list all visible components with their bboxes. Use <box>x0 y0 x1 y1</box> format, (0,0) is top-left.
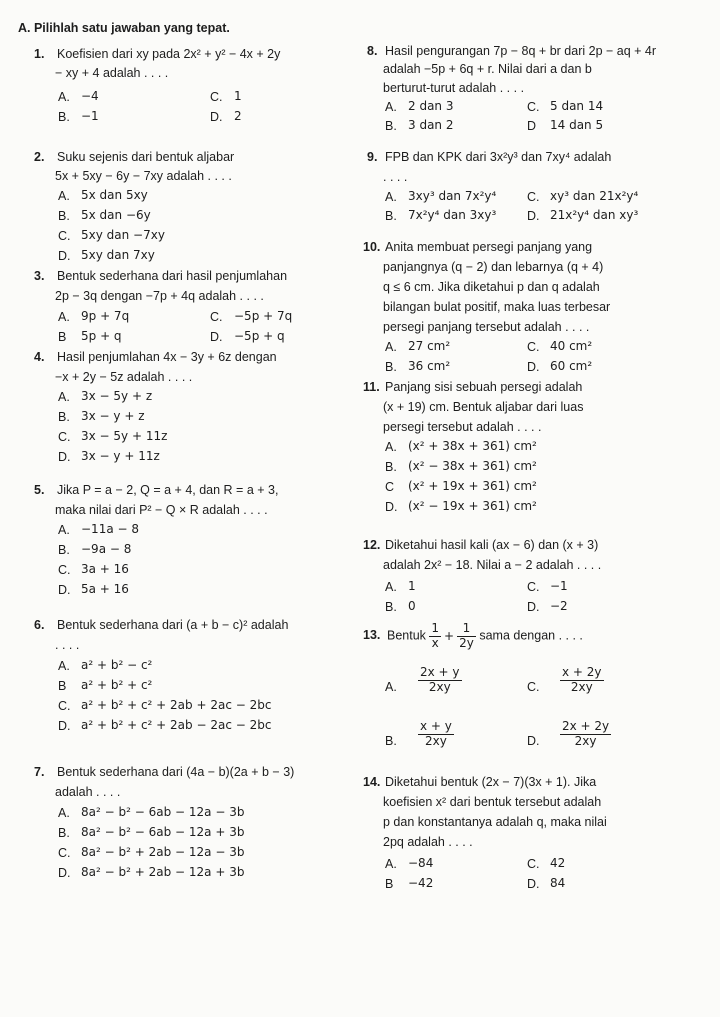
option-b-numerator: x + y <box>420 719 452 733</box>
question-13-option-b-key[interactable]: B. <box>385 734 397 748</box>
question-9-number: 9. <box>367 150 378 164</box>
question-7-option-b-text[interactable]: 8a² − b² − 6ab − 12a + 3b <box>81 825 245 839</box>
question-14-option-c-text[interactable]: 42 <box>550 856 566 870</box>
fraction-operator: + <box>444 628 455 643</box>
question-7-option-d-text[interactable]: 8a² − b² + 2ab − 12a + 3b <box>81 865 245 879</box>
question-10-option-c-text[interactable]: 40 cm² <box>550 339 593 353</box>
question-7-option-d-key[interactable]: D. <box>58 866 71 880</box>
question-11-stem-line: Panjang sisi sebuah persegi adalah <box>385 380 583 394</box>
question-3-option-a-text[interactable]: 9p + 7q <box>81 309 130 323</box>
question-3-option-d-key[interactable]: D. <box>210 330 223 344</box>
question-8-stem-line: adalah −5p + 6q + r. Nilai dari a dan b <box>383 62 592 76</box>
question-6-option-d-text[interactable]: a² + b² + c² + 2ab − 2ac − 2bc <box>81 718 272 732</box>
question-4-option-b-text[interactable]: 3x − y + z <box>81 409 145 423</box>
question-14-stem-line: p dan konstantanya adalah q, maka nilai <box>383 815 607 829</box>
question-7-stem-line: Bentuk sederhana dari (4a − b)(2a + b − 3) <box>57 765 295 779</box>
question-8-option-b-text[interactable]: 3 dan 2 <box>408 118 454 132</box>
question-13-fraction-a <box>429 622 441 651</box>
option-b-denominator: 2xy <box>425 733 447 748</box>
question-2-option-b-key[interactable]: B. <box>58 209 70 223</box>
option-c-numerator: x + 2y <box>562 665 602 679</box>
option-a-numerator: 2x + y <box>420 665 460 679</box>
question-2-stem-line: Suku sejenis dari bentuk aljabar <box>57 150 235 164</box>
question-5-option-b-text[interactable]: −9a − 8 <box>81 542 132 556</box>
question-8-option-d-key[interactable]: D <box>527 119 537 133</box>
question-9-option-a-text[interactable]: 3xy³ dan 7x²y⁴ <box>408 189 497 203</box>
question-9-option-a-key[interactable]: A. <box>385 190 397 204</box>
question-13-option-c-key[interactable]: C. <box>527 680 540 694</box>
question-5-number: 5. <box>34 483 45 497</box>
option-d-denominator: 2xy <box>574 733 597 748</box>
question-14-stem-line: 2pq adalah . . . . <box>383 835 473 849</box>
question-13-option-b-fraction[interactable] <box>418 720 454 749</box>
question-11-number: 11. <box>363 380 380 394</box>
question-4-option-a-text[interactable]: 3x − 5y + z <box>81 389 153 403</box>
question-10-option-a-text[interactable]: 27 cm² <box>408 339 451 353</box>
question-2-option-d-key[interactable]: D. <box>58 249 71 263</box>
question-14-option-a-text[interactable]: −84 <box>408 856 434 870</box>
question-4-option-b-key[interactable]: B. <box>58 410 70 424</box>
question-11-option-b-key[interactable]: B. <box>385 460 397 474</box>
question-7-stem-line: adalah . . . . <box>55 785 121 799</box>
question-12-option-d-text[interactable]: −2 <box>550 599 568 613</box>
question-9-option-b-key[interactable]: B. <box>385 209 397 223</box>
fraction-a-numerator: 1 <box>431 621 440 635</box>
question-10-stem-line: Anita membuat persegi panjang yang <box>385 240 593 254</box>
question-11-stem-line: (x + 19) cm. Bentuk aljabar dari luas <box>383 400 584 414</box>
question-6-stem-line: Bentuk sederhana dari (a + b − c)² adalah <box>57 618 289 632</box>
question-5-option-c-key[interactable]: C. <box>58 563 71 577</box>
question-10-stem-line: q ≤ 6 cm. Jika diketahui p dan q adalah <box>383 280 600 294</box>
question-3-stem-line: Bentuk sederhana dari hasil penjumlahan <box>57 269 288 283</box>
question-2-option-c-key[interactable]: C. <box>58 229 71 243</box>
question-1-number: 1. <box>34 47 45 61</box>
question-14-option-d-text[interactable]: 84 <box>550 876 566 890</box>
question-4-stem-line: −x + 2y − 5z adalah . . . . <box>55 370 193 384</box>
question-3-number: 3. <box>34 269 45 283</box>
question-13-option-a-fraction[interactable] <box>418 666 462 695</box>
question-10-stem-line: bilangan bulat positif, maka luas terbesar <box>383 300 611 314</box>
question-13-option-c-fraction[interactable] <box>560 666 604 695</box>
question-4-option-d-key[interactable]: D. <box>58 450 71 464</box>
question-6-option-c-key[interactable]: C. <box>58 699 71 713</box>
question-1-option-d-text[interactable]: 2 <box>234 109 242 123</box>
question-4-number: 4. <box>34 350 45 364</box>
question-10-option-a-key[interactable]: A. <box>385 340 397 354</box>
question-5-option-c-text[interactable]: 3a + 16 <box>81 562 129 576</box>
question-2-number: 2. <box>34 150 45 164</box>
question-14-number: 14. <box>363 775 381 789</box>
question-2-option-c-text[interactable]: 5xy dan −7xy <box>81 228 165 242</box>
question-6-option-d-key[interactable]: D. <box>58 719 71 733</box>
question-13-number: 13. <box>363 628 381 642</box>
question-14-stem-line: Diketahui bentuk (2x − 7)(3x + 1). Jika <box>385 775 597 789</box>
question-8-option-a-key[interactable]: A. <box>385 100 397 114</box>
question-6-stem-line: . . . . <box>55 638 80 652</box>
question-13-fraction-b <box>457 622 476 651</box>
question-12-stem-line: Diketahui hasil kali (ax − 6) dan (x + 3) <box>385 538 599 552</box>
question-13-tail: sama dengan . . . . <box>479 628 583 643</box>
question-3-option-c-key[interactable]: C. <box>210 310 223 324</box>
question-5-option-a-key[interactable]: A. <box>58 523 70 537</box>
question-2-option-d-text[interactable]: 5xy dan 7xy <box>81 248 155 262</box>
question-5-option-d-text[interactable]: 5a + 16 <box>81 582 129 596</box>
fraction-a-denominator: x <box>431 635 439 650</box>
question-9-stem-line: FPB dan KPK dari 3x²y³ dan 7xy⁴ adalah <box>385 150 612 164</box>
question-8-option-c-text[interactable]: 5 dan 14 <box>550 99 604 113</box>
question-6-option-c-text[interactable]: a² + b² + c² + 2ab + 2ac − 2bc <box>81 698 272 712</box>
question-14-option-b-text[interactable]: −42 <box>408 876 434 890</box>
question-14-option-a-key[interactable]: A. <box>385 857 397 871</box>
question-11-stem-line: persegi tersebut adalah . . . . <box>383 420 542 434</box>
question-6-number: 6. <box>34 618 45 632</box>
question-4-option-c-text[interactable]: 3x − 5y + 11z <box>81 429 168 443</box>
question-4-option-c-key[interactable]: C. <box>58 430 71 444</box>
question-3-option-b-key[interactable]: B <box>58 330 67 344</box>
question-10-stem-line: panjangnya (q − 2) dan lebarnya (q + 4) <box>383 260 604 274</box>
question-4-stem-line: Hasil penjumlahan 4x − 3y + 6z dengan <box>57 350 277 364</box>
question-7-option-a-key[interactable]: A. <box>58 806 70 820</box>
question-1-option-c-text[interactable]: 1 <box>234 89 242 103</box>
question-6-option-b-text[interactable]: a² + b² + c² <box>81 678 153 692</box>
question-12-option-c-key[interactable]: C. <box>527 580 540 594</box>
question-11-option-a-text[interactable]: (x² + 38x + 361) cm² <box>408 439 537 453</box>
question-6-option-a-key[interactable]: A. <box>58 659 70 673</box>
question-12-option-a-text[interactable]: 1 <box>408 579 416 593</box>
question-6-option-b-key[interactable]: B <box>58 679 67 693</box>
option-a-denominator: 2xy <box>428 679 451 694</box>
question-2-option-a-text[interactable]: 5x dan 5xy <box>81 188 148 202</box>
question-3-stem-line: 2p − 3q dengan −7p + 4q adalah . . . . <box>55 289 264 303</box>
option-d-numerator: 2x + 2y <box>562 719 610 733</box>
question-8-stem-line: Hasil pengurangan 7p − 8q + br dari 2p − aq + 4r <box>385 44 657 58</box>
question-12-stem-line: adalah 2x² − 18. Nilai a − 2 adalah . . . . <box>383 558 602 572</box>
question-14-option-d-key[interactable]: D. <box>527 877 540 891</box>
question-3-option-c-text[interactable]: −5p + 7q <box>234 309 293 323</box>
question-13-lead: Bentuk <box>387 628 426 643</box>
question-10-stem-line: persegi panjang tersebut adalah . . . . <box>383 320 590 334</box>
question-14-stem-line: koefisien x² dari bentuk tersebut adalah <box>383 795 602 809</box>
question-12-option-a-key[interactable]: A. <box>385 580 397 594</box>
question-12-option-b-key[interactable]: B. <box>385 600 397 614</box>
question-7-option-b-key[interactable]: B. <box>58 826 70 840</box>
question-4-option-a-key[interactable]: A. <box>58 390 70 404</box>
question-8-option-c-key[interactable]: C. <box>527 100 540 114</box>
question-5-option-d-key[interactable]: D. <box>58 583 71 597</box>
question-1-option-b-key[interactable]: B. <box>58 110 70 124</box>
question-10-option-c-key[interactable]: C. <box>527 340 540 354</box>
question-10-option-b-text[interactable]: 36 cm² <box>408 359 451 373</box>
question-12-option-c-text[interactable]: −1 <box>550 579 568 593</box>
option-c-denominator: 2xy <box>570 679 593 694</box>
question-14-option-b-key[interactable]: B <box>385 877 394 891</box>
question-13-option-d-fraction[interactable] <box>560 720 611 749</box>
question-1-option-a-key[interactable]: A. <box>58 90 70 104</box>
section-title: A. Pilihlah satu jawaban yang tepat. <box>18 21 230 35</box>
question-11-option-c-key[interactable]: C <box>385 480 395 494</box>
question-10-option-b-key[interactable]: B. <box>385 360 397 374</box>
question-12-number: 12. <box>363 538 381 552</box>
question-7-option-c-text[interactable]: 8a² − b² + 2ab − 12a − 3b <box>81 845 245 859</box>
question-1-option-b-text[interactable]: −1 <box>81 109 99 123</box>
question-5-option-b-key[interactable]: B. <box>58 543 70 557</box>
question-9-option-d-text[interactable]: 21x²y⁴ dan xy³ <box>550 208 639 222</box>
question-13-option-a-key[interactable]: A. <box>385 680 397 694</box>
fraction-b-numerator: 1 <box>457 622 476 637</box>
question-7-option-a-text[interactable]: 8a² − b² − 6ab − 12a − 3b <box>81 805 245 819</box>
question-10-number: 10. <box>363 240 381 254</box>
question-11-option-d-text[interactable]: (x² − 19x + 361) cm² <box>408 499 537 513</box>
question-14-option-c-key[interactable]: C. <box>527 857 540 871</box>
question-8-option-a-text[interactable]: 2 dan 3 <box>408 99 454 113</box>
question-3-option-d-text[interactable]: −5p + q <box>234 329 285 343</box>
question-5-stem-line: Jika P = a − 2, Q = a + 4, dan R = a + 3, <box>57 483 279 497</box>
question-1-option-d-key[interactable]: D. <box>210 110 223 124</box>
question-8-option-d-text[interactable]: 14 dan 5 <box>550 118 604 132</box>
question-10-option-d-text[interactable]: 60 cm² <box>550 359 593 373</box>
question-6-option-a-text[interactable]: a² + b² − c² <box>81 658 153 672</box>
question-11-option-a-key[interactable]: A. <box>385 440 397 454</box>
question-5-stem-line: maka nilai dari P² − Q × R adalah . . . . <box>55 503 268 517</box>
question-9-stem-line: . . . . <box>383 170 408 184</box>
question-12-option-d-key[interactable]: D. <box>527 600 540 614</box>
question-13-option-d-key[interactable]: D. <box>527 734 540 748</box>
question-12-option-b-text[interactable]: 0 <box>408 599 416 613</box>
question-4-option-d-text[interactable]: 3x − y + 11z <box>81 449 160 463</box>
question-8-number: 8. <box>367 44 378 58</box>
question-3-option-a-key[interactable]: A. <box>58 310 70 324</box>
question-11-option-c-text[interactable]: (x² + 19x + 361) cm² <box>408 479 537 493</box>
question-2-stem-line: 5x + 5xy − 6y − 7xy adalah . . . . <box>55 169 232 183</box>
question-8-option-b-key[interactable]: B. <box>385 119 397 133</box>
question-9-option-c-key[interactable]: C. <box>527 190 540 204</box>
question-13-stem <box>387 622 583 651</box>
question-2-option-b-text[interactable]: 5x dan −6y <box>81 208 151 222</box>
question-5-option-a-text[interactable]: −11a − 8 <box>81 522 139 536</box>
question-7-number: 7. <box>34 765 45 779</box>
question-2-option-a-key[interactable]: A. <box>58 189 70 203</box>
question-9-option-c-text[interactable]: xy³ dan 21x²y⁴ <box>550 189 639 203</box>
question-3-option-b-text[interactable]: 5p + q <box>81 329 122 343</box>
question-8-stem-line: berturut-turut adalah . . . . <box>383 81 525 95</box>
question-1-option-a-text[interactable]: −4 <box>81 89 99 103</box>
question-9-option-b-text[interactable]: 7x²y⁴ dan 3xy³ <box>408 208 497 222</box>
fraction-b-denominator: 2y <box>459 635 474 650</box>
question-1-stem-line: Koefisien dari xy pada 2x² + y² − 4x + 2y <box>57 47 281 61</box>
question-10-option-d-key[interactable]: D. <box>527 360 540 374</box>
question-11-option-b-text[interactable]: (x² − 38x + 361) cm² <box>408 459 537 473</box>
question-1-stem-line: − xy + 4 adalah . . . . <box>55 66 169 80</box>
question-1-option-c-key[interactable]: C. <box>210 90 223 104</box>
question-11-option-d-key[interactable]: D. <box>385 500 398 514</box>
question-9-option-d-key[interactable]: D. <box>527 209 540 223</box>
question-7-option-c-key[interactable]: C. <box>58 846 71 860</box>
